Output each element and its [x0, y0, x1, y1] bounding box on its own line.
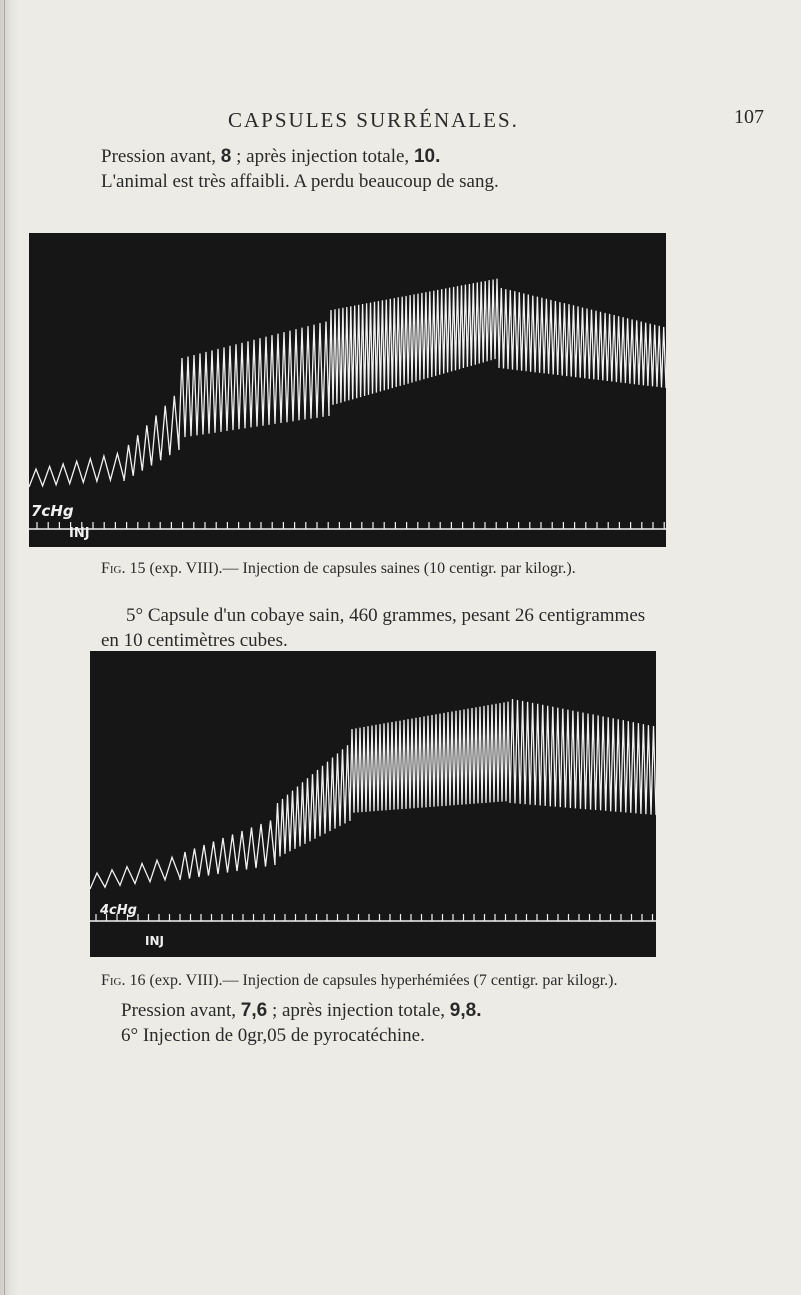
figure-16-trace [90, 651, 656, 957]
bottom-band [90, 925, 656, 957]
figure-16-kymograph [90, 651, 656, 957]
paragraph-top-line-2: L'animal est très affaibli. A perdu beaucoup de sang. [101, 171, 499, 192]
paragraph-mid-line-2: en 10 centimètres cubes. [101, 630, 288, 651]
bottom-band [29, 533, 666, 547]
figure-16-mercury-label: 4cHg [100, 903, 137, 918]
paragraph-mid-line-1: 5° Capsule d'un cobaye sain, 460 grammes, pesant 26 centigrammes [126, 605, 646, 626]
paragraph-bottom-line-2: 6° Injection de 0gr,05 de pyrocatéchine. [121, 1025, 425, 1046]
book-spine-edge [0, 0, 18, 1295]
figure-16-injection-label: INJ [145, 934, 164, 948]
pressure-trace [29, 279, 666, 487]
page-number: 107 [734, 106, 764, 128]
figure-15-kymograph [29, 233, 666, 547]
running-header: CAPSULES SURRÉNALES. [228, 108, 519, 132]
figure-15-mercury-label: 7cHg [31, 502, 74, 520]
pressure-trace [90, 699, 656, 889]
figure-15-caption: Fig. 15 (exp. VIII).— Injection de capsules saines (10 centigr. par kilogr.). [101, 560, 576, 577]
paragraph-bottom-line-1: Pression avant, 7,6 ; après injection totale, 9,8. [121, 1000, 482, 1021]
figure-15-trace [29, 233, 666, 547]
figure-15-injection-label: INJ [69, 526, 90, 541]
paragraph-top-line-1: Pression avant, 8 ; après injection totale, 10. [101, 146, 441, 167]
figure-16-caption: Fig. 16 (exp. VIII).— Injection de capsules hyperhémiées (7 centigr. par kilogr.). [101, 972, 618, 989]
